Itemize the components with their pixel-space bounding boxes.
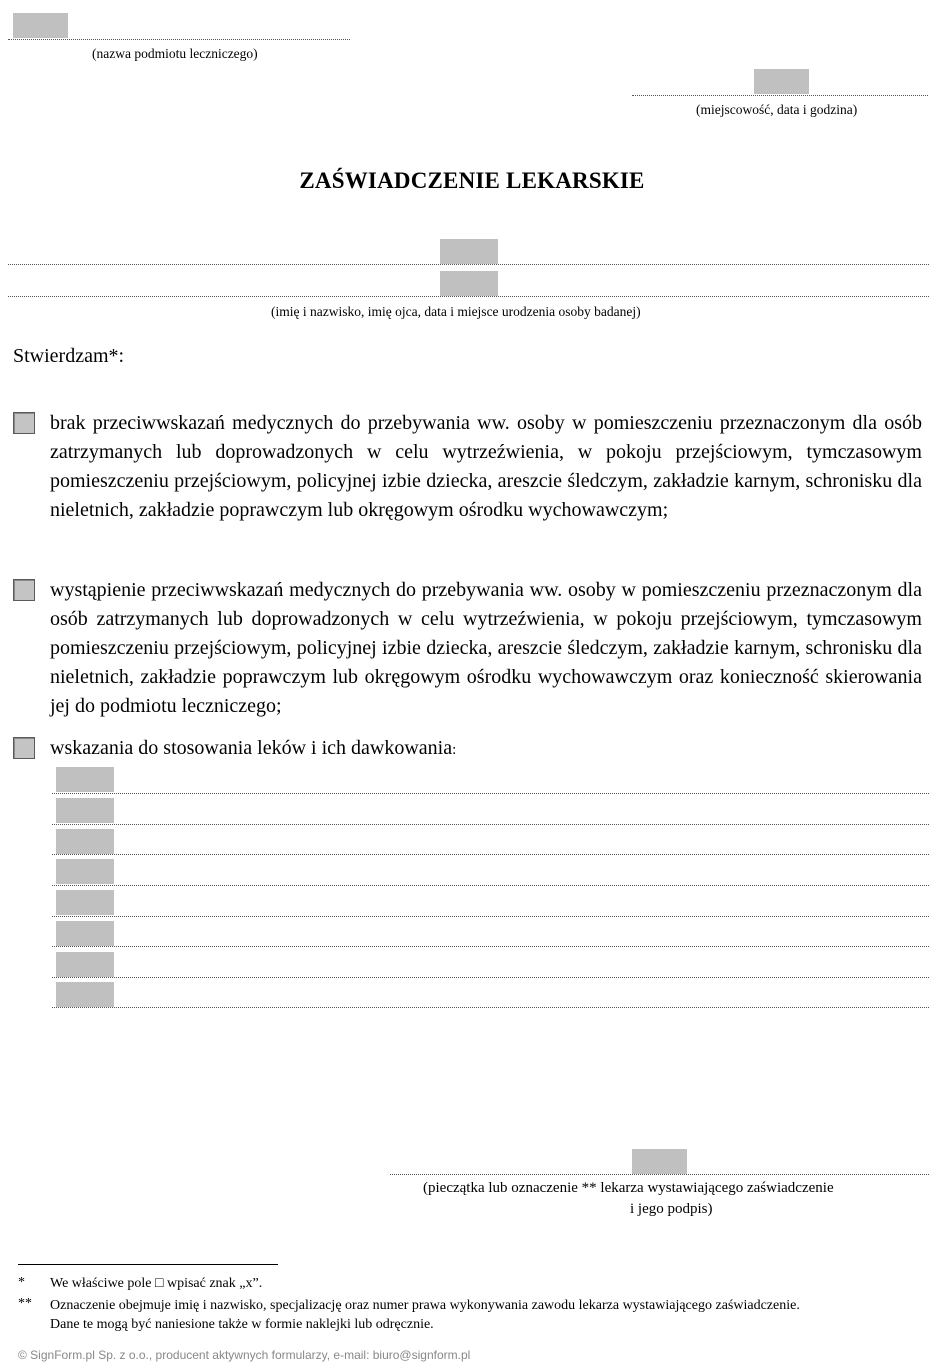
medication-line-3 [52,854,929,855]
footnote-1-mark: * [18,1275,25,1290]
person-line-2 [8,296,929,297]
option-no-contraindications-label: brak przeciwwskazań medycznych do przebywania ww. osoby w pomieszczeniu przeznaczonym dla osób zatrzymanych lub doprowadzonych w celu wytrzeźwienia, w pokoju przejściowym, tymczasowym pomieszczeniu przejściowym, policyjnej izbie dziecka, areszcie śledczym, zakładzie karnym, schronisku dla nieletnich, zakładzie poprawczym lub okręgowym ośrodku wychowawczym; [50,412,922,521]
medication-field-7[interactable] [56,952,114,977]
medication-field-8[interactable] [56,982,114,1007]
statement-intro: Stwierdzam*: [13,345,125,367]
medication-line-5 [52,916,929,917]
footnote-2-mark: ** [18,1296,32,1311]
medication-field-4[interactable] [56,859,114,884]
option-medication-text: wskazania do stosowania leków i ich dawkowania [50,737,453,759]
medication-line-6 [52,946,929,947]
place-date-caption: (miejscowość, data i godzina) [696,102,858,117]
entity-name-field[interactable] [13,13,68,38]
signature-caption-line1: (pieczątka lub oznaczenie ** lekarza wystawiającego zaświadczenie [423,1180,834,1196]
checkbox-contraindications[interactable] [13,579,35,601]
medication-line-7 [52,977,929,978]
person-field-1[interactable] [440,239,498,264]
footnote-2-text-cont: Dane te mogą być naniesione także w formie naklejki lub odręcznie. [50,1317,434,1332]
copyright-notice: © SignForm.pl Sp. z o.o., producent aktywnych formularzy, e-mail: biuro@signform.pl [18,1348,471,1362]
place-date-field[interactable] [754,69,809,94]
medication-field-2[interactable] [56,798,114,823]
medication-field-1[interactable] [56,767,114,792]
footnote-separator [18,1264,278,1265]
entity-name-line [8,39,350,40]
option-medication-colon: : [452,742,457,758]
option-medication-label [50,734,922,765]
signature-field[interactable] [632,1149,687,1174]
medication-line-2 [52,824,929,825]
document-title: ZAŚWIADCZENIE LEKARSKIE [299,168,645,193]
person-line-1 [8,264,929,265]
medication-field-6[interactable] [56,921,114,946]
signature-caption-line2: i jego podpis) [630,1201,713,1217]
medication-line-4 [52,885,929,886]
footnote-2-text: Oznaczenie obejmuje imię i nazwisko, specjalizację oraz numer prawa wykonywania zawodu lekarza wystawiającego zaświadczenie. [50,1298,800,1313]
person-caption: (imię i nazwisko, imię ojca, data i miejsce urodzenia osoby badanej) [271,304,641,319]
person-field-2[interactable] [440,271,498,296]
checkbox-no-contraindications[interactable] [13,412,35,434]
option-contraindications-label: wystąpienie przeciwwskazań medycznych do przebywania ww. osoby w pomieszczeniu przeznaczonym dla osób zatrzymanych lub doprowadzonych w celu wytrzeźwienia, w pokoju przejściowym, tymczasowym pomieszczeniu przejściowym, policyjnej izbie dziecka, areszcie śledczym, zakładzie karnym, schronisku dla nieletnich, zakładzie poprawczym lub okręgowym ośrodku wychowawczym oraz konieczność skierowania jej do podmiotu leczniczego; [50,579,922,717]
medication-line-8 [52,1007,929,1008]
medication-field-5[interactable] [56,890,114,915]
footnote-1-text: We właściwe pole □ wpisać znak „x”. [50,1276,263,1291]
medication-field-3[interactable] [56,829,114,854]
entity-name-caption: (nazwa podmiotu leczniczego) [92,46,258,61]
signature-line [390,1174,929,1175]
medication-line-1 [52,793,929,794]
checkbox-medication[interactable] [13,737,35,759]
place-date-line [632,95,928,96]
